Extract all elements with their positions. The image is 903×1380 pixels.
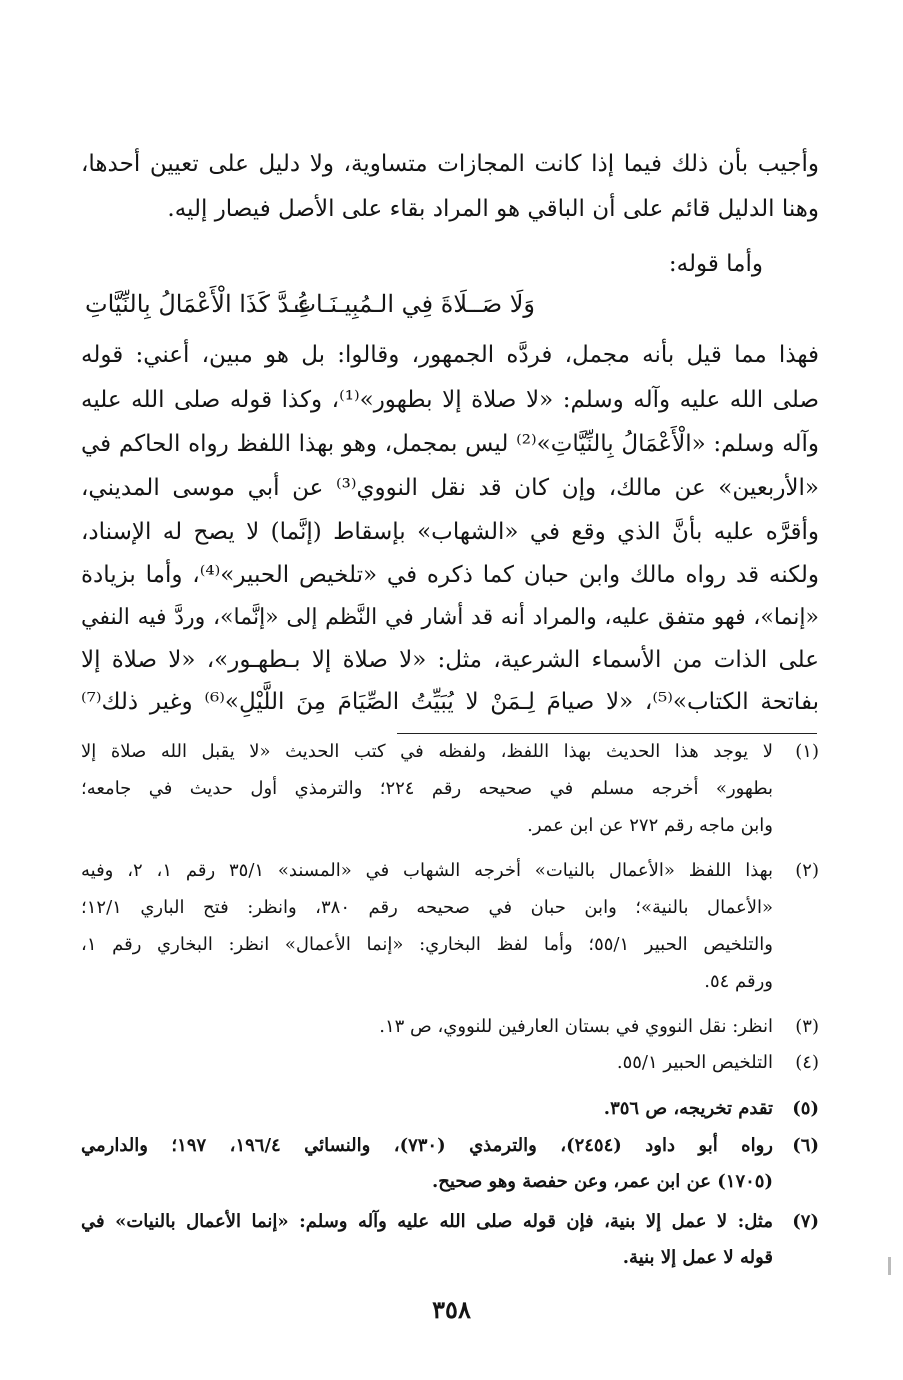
footnote-number: (١) xyxy=(795,741,819,762)
main-text-line: وأقرَّه عليه بأنَّ الذي وقع في «الشهاب» بإسقاط (إنَّما) لا يصح له الإسناد، xyxy=(81,519,819,545)
scan-margin-mark xyxy=(888,1257,891,1275)
footnote-line: قوله لا عمل إلا بنية. xyxy=(622,1247,773,1268)
main-text-line: بفاتحة الكتاب»⁽⁵⁾، «لا صيامَ لِـمَنْ لا يُبَيِّتُ الصِّيَامَ مِنَ اللَّيْلِ»⁽⁶⁾ وغير ذلك⁽⁷⁾ xyxy=(81,689,819,715)
footnote-number: (٤) xyxy=(795,1052,819,1073)
footnote-number: (٧) xyxy=(792,1211,819,1232)
footnote-line: ورقم ٥٤. xyxy=(704,971,773,992)
footnote-line: لا يوجد هذا الحديث بهذا اللفظ، ولفظه في كتب الحديث «لا يقبل الله صلاة إلا xyxy=(81,741,773,762)
footnote-line: رواه أبو داود (٢٤٥٤)، والترمذي (٧٣٠)، والنسائي ١٩٦/٤، ١٩٧؛ والدارمي xyxy=(81,1135,774,1156)
footnote-line: انظر: نقل النووي في بستان العارفين للنووي، ص ١٣. xyxy=(379,1016,773,1037)
verse-intro: وأما قوله: xyxy=(668,251,763,277)
main-text-line: «الأربعين» عن مالك، وإن كان قد نقل النووي⁽³⁾ عن أبي موسى المديني، xyxy=(81,475,820,501)
verse-hemistich-right: وَلَا صَــلَاةَ فِي الـمُبِيـنَـاتِ xyxy=(293,290,535,318)
main-text-line: وآله وسلم: «الْأَعْمَالُ بِالنِّيَّاتِ»⁽²⁾ ليس بمجمل، وهو بهذا اللفظ رواه الحاكم في xyxy=(81,431,819,457)
footnote-line: «الأعمال بالنية»؛ وابن حبان في صحيحه رقم ٣٨٠، وانظر: فتح الباري ١٢/١؛ xyxy=(81,897,774,918)
footnote-number: (٦) xyxy=(792,1135,819,1156)
footnote-line: وابن ماجه رقم ٢٧٢ عن ابن عمر. xyxy=(527,815,773,836)
main-text-line: ولكنه قد رواه مالك وابن حبان كما ذكره في «تلخيص الحبير»⁽⁴⁾، وأما بزيادة xyxy=(81,562,820,588)
main-text-line: «إنما»، فهو متفق عليه، والمراد أنه قد أشار في النَّظم إلى «إنَّما»، وردَّ فيه النفي xyxy=(81,605,819,630)
footnote-number: (٣) xyxy=(795,1016,819,1037)
footnote-number: (٢) xyxy=(795,860,819,881)
main-text-line: فهذا مما قيل بأنه مجمل، فردَّه الجمهور، وقالوا: بل هو مبين، أعني: قوله xyxy=(81,342,819,368)
footnote-line: والتلخيص الحبير ٥٥/١؛ وأما لفظ البخاري: «إنما الأعمال» انظر: البخاري رقم ١، xyxy=(81,934,773,955)
footnote-number: (٥) xyxy=(792,1098,819,1119)
verse-hemistich-left: عُـدَّ كَذَا الْأَعْمَالُ بِالنِّيَّاتِ xyxy=(85,290,312,318)
main-text-line: صلى الله عليه وآله وسلم: «لا صلاة إلا بطهور»⁽¹⁾، وكذا قوله صلى الله عليه xyxy=(81,387,819,413)
main-text-line: وهنا الدليل قائم على أن الباقي هو المراد بقاء على الأصل فيصار إليه. xyxy=(167,196,819,222)
footnote-line: مثل: لا عمل إلا بنية، فإن قوله صلى الله عليه وآله وسلم: «إنما الأعمال بالنيات» في xyxy=(81,1211,773,1232)
footnote-line: بطهور» أخرجه مسلم في صحيحه رقم ٢٢٤؛ والترمذي أول حديث في جامعه؛ xyxy=(81,778,774,799)
footnote-line: تقدم تخريجه، ص ٣٥٦. xyxy=(603,1098,773,1119)
main-text-line: وأجيب بأن ذلك فيما إذا كانت المجازات متساوية، ولا دليل على تعيين أحدها، xyxy=(81,151,819,177)
footnote-line: بهذا اللفظ «الأعمال بالنيات» أخرجه الشهاب في «المسند» ٣٥/١ رقم ١، ٢، وفيه xyxy=(81,860,773,881)
page-number: ٣٥٨ xyxy=(432,1295,471,1324)
footnote-line: (١٧٠٥) عن ابن عمر، وعن حفصة وهو صحيح. xyxy=(432,1171,773,1192)
footnote-line: التلخيص الحبير ٥٥/١. xyxy=(616,1052,773,1073)
main-text-line: على الذات من الأسماء الشرعية، مثل: «لا صلاة إلا بـطهـور»، «لا صلاة إلا xyxy=(81,647,819,673)
